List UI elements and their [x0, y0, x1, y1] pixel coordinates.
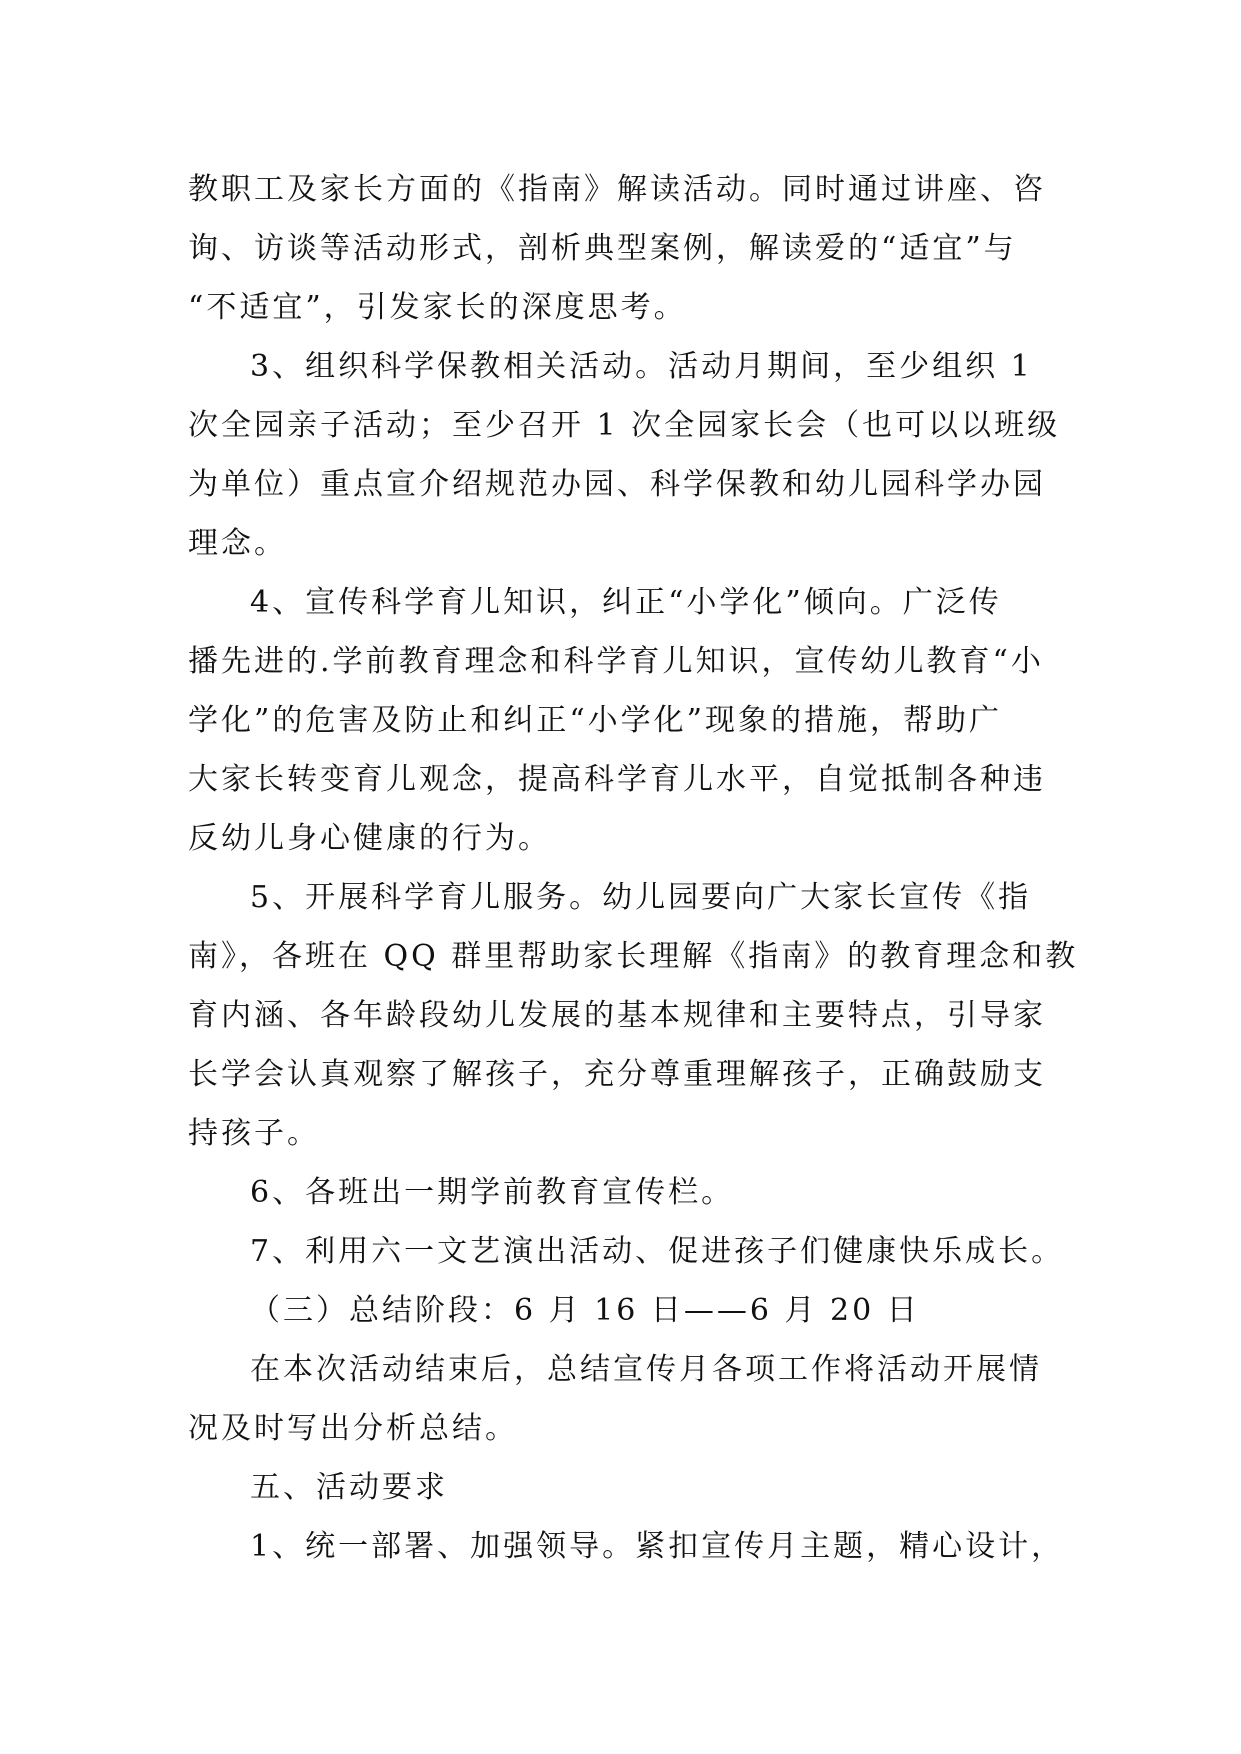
text-line: 为单位）重点宣介绍规范办园、科学保教和幼儿园科学办园	[188, 467, 1046, 502]
text-line: 南》，各班在 QQ 群里帮助家长理解《指南》的教育理念和教	[188, 939, 1079, 974]
body-text	[188, 160, 1079, 1576]
text-line: 5、开展科学育儿服务。幼儿园要向广大家长宣传《指	[250, 880, 1032, 915]
text-line: （三）总结阶段：6 月 16 日——6 月 20 日	[250, 1293, 920, 1328]
text-line: 理念。	[188, 526, 287, 561]
text-line: 长学会认真观察了解孩子，充分尊重理解孩子，正确鼓励支	[188, 1057, 1046, 1092]
text-line: 6、各班出一期学前教育宣传栏。	[250, 1175, 735, 1210]
text-line: 教职工及家长方面的《指南》解读活动。同时通过讲座、咨	[188, 172, 1046, 207]
text-line: 7、利用六一文艺演出活动、促进孩子们健康快乐成长。	[250, 1234, 1065, 1269]
text-line: 1、统一部署、加强领导。紧扣宣传月主题，精心设计，	[250, 1529, 1065, 1564]
text-line: 大家长转变育儿观念，提高科学育儿水平，自觉抵制各种违	[188, 762, 1046, 797]
text-line: “不适宜”，引发家长的深度思考。	[188, 290, 687, 325]
text-line: 况及时写出分析总结。	[188, 1411, 518, 1446]
text-line: 4、宣传科学育儿知识，纠正“小学化”倾向。广泛传	[250, 585, 1002, 620]
text-line: 学化”的危害及防止和纠正“小学化”现象的措施，帮助广	[188, 703, 1003, 738]
text-line: 育内涵、各年龄段幼儿发展的基本规律和主要特点，引导家	[188, 998, 1046, 1033]
text-line: 持孩子。	[188, 1116, 320, 1151]
text-line: 3、组织科学保教相关活动。活动月期间，至少组织 1	[250, 349, 1033, 384]
text-line: 在本次活动结束后，总结宣传月各项工作将活动开展情	[250, 1352, 1042, 1387]
text-line: 询、访谈等活动形式，剖析典型案例，解读爱的“适宜”与	[188, 231, 1017, 266]
text-line: 播先进的.学前教育理念和科学育儿知识，宣传幼儿教育“小	[188, 644, 1044, 679]
text-line: 反幼儿身心健康的行为。	[188, 821, 551, 856]
text-line: 次全园亲子活动；至少召开 1 次全园家长会（也可以以班级	[188, 408, 1061, 443]
text-line: 五、活动要求	[250, 1470, 448, 1505]
